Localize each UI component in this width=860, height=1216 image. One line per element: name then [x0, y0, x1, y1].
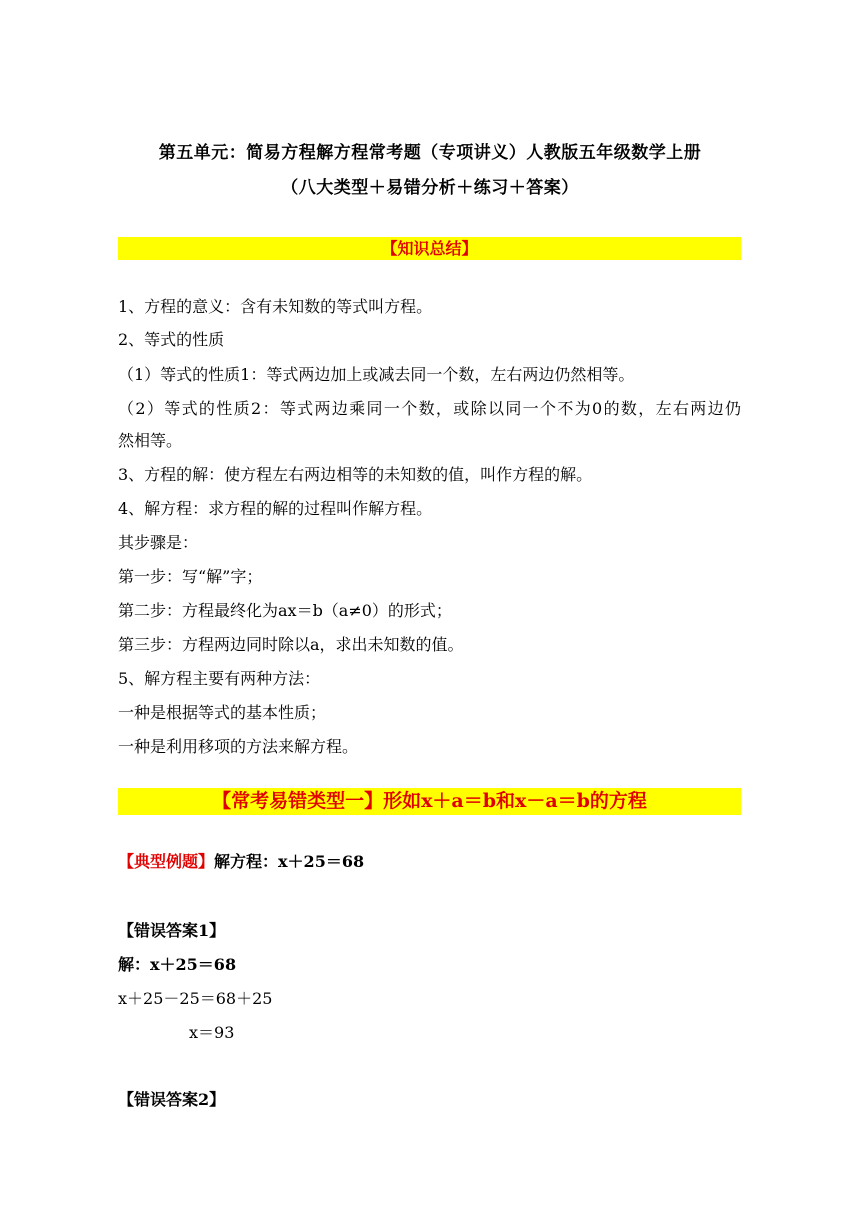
- document-title: 第五单元：简易方程解方程常考题（专项讲义）人教版五年级数学上册: [158, 143, 702, 163]
- knowledge-line: 3、方程的解：使方程左右两边相等的未知数的值，叫作方程的解。: [118, 465, 593, 484]
- knowledge-line: 4、解方程：求方程的解的过程叫作解方程。: [118, 499, 433, 518]
- typical-example: [118, 849, 364, 872]
- knowledge-line: 其步骤是：: [118, 533, 199, 552]
- solution-line: 解：x＋25＝68: [118, 955, 237, 974]
- knowledge-line: （1）等式的性质1：等式两边加上或减去同一个数，左右两边仍然相等。: [118, 365, 635, 384]
- type-one-heading: 【常考易错类型一】形如x＋a＝b和x－a＝b的方程: [118, 788, 741, 815]
- document-subtitle: （八大类型＋易错分析＋练习＋答案）: [281, 178, 579, 198]
- knowledge-line: 5、解方程主要有两种方法：: [118, 669, 321, 688]
- wrong-answer-2-label: 【错误答案2】: [118, 1090, 226, 1109]
- knowledge-line: 第三步：方程两边同时除以a，求出未知数的值。: [118, 635, 464, 654]
- solution-line: x＝93: [189, 1023, 235, 1042]
- knowledge-line: （2）等式的性质2：等式两边乘同一个数，或除以同一个不为0的数，左右两边仍: [118, 399, 741, 418]
- knowledge-line: 第一步：写“解”字；: [118, 567, 263, 586]
- knowledge-line: 2、等式的性质: [118, 330, 225, 349]
- knowledge-line: 然相等。: [118, 431, 183, 450]
- knowledge-line: 一种是利用移项的方法来解方程。: [118, 737, 359, 756]
- typical-example-text: 解方程：x＋25＝68: [214, 852, 365, 871]
- knowledge-line: 1、方程的意义：含有未知数的等式叫方程。: [118, 297, 433, 316]
- wrong-answer-1-label: 【错误答案1】: [118, 921, 226, 940]
- knowledge-summary-heading: 【知识总结】: [118, 237, 741, 260]
- typical-example-label: 【典型例题】: [118, 852, 215, 871]
- knowledge-line: 第二步：方程最终化为ax＝b（a≠0）的形式；: [118, 601, 452, 620]
- solution-line: x＋25－25＝68＋25: [118, 989, 273, 1008]
- knowledge-line: 一种是根据等式的基本性质；: [118, 703, 327, 722]
